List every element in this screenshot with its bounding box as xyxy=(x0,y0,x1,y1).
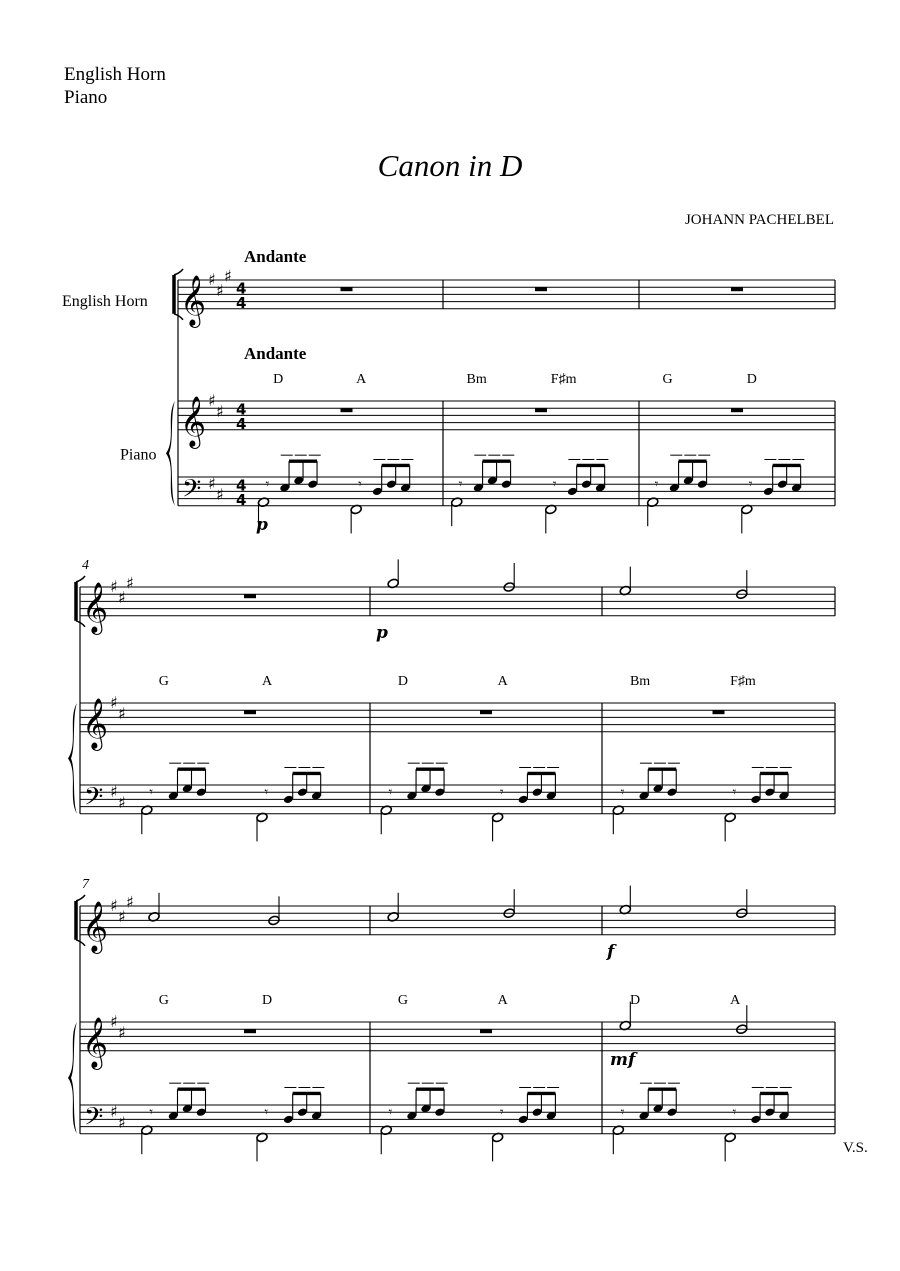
eighth-rest-icon: 𝄾 xyxy=(264,784,269,801)
sharp-icon: ♯ xyxy=(110,782,118,802)
page-title: Canon in D xyxy=(377,148,523,183)
sharp-icon: ♯ xyxy=(110,577,118,596)
treble-clef-icon: 𝄞 xyxy=(82,697,109,749)
tempo-marking-horn: Andante xyxy=(244,247,307,266)
brace-icon xyxy=(68,1022,77,1134)
volti-subito-marker: V.S. xyxy=(843,1140,868,1156)
whole-rest-icon xyxy=(480,1029,492,1033)
chord-symbol: A xyxy=(356,372,367,387)
eighth-rest-icon: 𝄾 xyxy=(265,476,270,493)
bass-clef-icon: 𝄢 xyxy=(84,782,104,818)
whole-rest-icon xyxy=(480,710,492,714)
sharp-icon: ♯ xyxy=(208,391,216,410)
time-signature-denominator: 4 xyxy=(236,490,247,509)
whole-rest-icon xyxy=(341,287,353,291)
treble-clef-icon: 𝄞 xyxy=(180,274,207,326)
chord-symbol: G xyxy=(158,674,169,689)
bass-clef-icon: 𝄢 xyxy=(182,474,202,510)
sharp-icon: ♯ xyxy=(118,1022,126,1042)
piano-part-label: Piano xyxy=(120,446,157,464)
sharp-icon: ♯ xyxy=(110,1102,118,1122)
eighth-rest-icon: 𝄾 xyxy=(552,476,557,493)
sharp-icon: ♯ xyxy=(118,1113,126,1132)
sharp-icon: ♯ xyxy=(118,703,126,723)
piano-treble-dynamic-marking: mf xyxy=(610,1049,636,1070)
eighth-rest-icon: 𝄾 xyxy=(458,476,463,493)
eighth-rest-icon: 𝄾 xyxy=(388,784,393,801)
chord-symbol: G xyxy=(158,993,169,1008)
chord-symbol: A xyxy=(730,993,741,1008)
whole-rest-icon xyxy=(535,408,547,412)
treble-clef-icon: 𝄞 xyxy=(180,395,207,447)
treble-clef-icon: 𝄞 xyxy=(82,1016,109,1068)
horn-part-label: English Horn xyxy=(62,293,148,310)
piano-dynamic-marking: p xyxy=(256,514,268,535)
treble-clef-icon: 𝄞 xyxy=(82,581,109,633)
chord-symbol: Bm xyxy=(466,372,487,387)
chord-symbol: A xyxy=(497,674,508,689)
whole-rest-icon xyxy=(731,287,743,291)
eighth-rest-icon: 𝄾 xyxy=(499,784,504,801)
instrument-list-piano: Piano xyxy=(64,87,108,108)
brace-icon xyxy=(166,401,175,506)
bass-clef-icon: 𝄢 xyxy=(84,1102,104,1138)
whole-rest-icon xyxy=(731,408,743,412)
whole-rest-icon xyxy=(244,594,256,598)
chord-symbol: G xyxy=(397,993,408,1008)
whole-rest-icon xyxy=(244,1029,256,1033)
eighth-rest-icon: 𝄾 xyxy=(732,1104,737,1121)
sharp-icon: ♯ xyxy=(110,896,118,915)
eighth-rest-icon: 𝄾 xyxy=(388,1104,393,1121)
horn-dynamic-marking: f xyxy=(607,941,615,962)
composer-name: JOHANN PACHELBEL xyxy=(684,212,834,228)
eighth-rest-icon: 𝄾 xyxy=(732,784,737,801)
instrument-list-horn: English Horn xyxy=(64,64,166,85)
sharp-icon: ♯ xyxy=(224,266,232,286)
eighth-rest-icon: 𝄾 xyxy=(620,784,625,801)
chord-symbol: D xyxy=(629,993,641,1008)
chord-symbol: G xyxy=(662,372,673,387)
eighth-rest-icon: 𝄾 xyxy=(264,1104,269,1121)
sharp-icon: ♯ xyxy=(216,401,224,421)
sharp-icon: ♯ xyxy=(118,793,126,812)
chord-symbol: F♯m xyxy=(730,674,756,689)
whole-rest-icon xyxy=(713,710,725,714)
eighth-rest-icon: 𝄾 xyxy=(358,476,362,493)
eighth-rest-icon: 𝄾 xyxy=(654,476,659,493)
eighth-rest-icon: 𝄾 xyxy=(748,476,753,493)
time-signature-numerator: 4 xyxy=(236,279,247,298)
sharp-icon: ♯ xyxy=(126,573,134,593)
measure-number: 4 xyxy=(82,558,89,573)
sharp-icon: ♯ xyxy=(216,485,224,504)
sharp-icon: ♯ xyxy=(110,693,118,712)
whole-rest-icon xyxy=(535,287,547,291)
measure-number: 7 xyxy=(82,877,89,892)
treble-clef-icon: 𝄞 xyxy=(82,900,109,952)
sharp-icon: ♯ xyxy=(110,1012,118,1031)
chord-symbol: F♯m xyxy=(550,372,577,387)
chord-symbol: D xyxy=(262,993,273,1008)
eighth-rest-icon: 𝄾 xyxy=(499,1104,504,1121)
sharp-icon: ♯ xyxy=(118,587,126,607)
chord-symbol: Bm xyxy=(629,674,651,689)
chord-symbol: A xyxy=(262,674,273,689)
eighth-rest-icon: 𝄾 xyxy=(149,784,153,801)
chord-symbol: D xyxy=(397,674,408,689)
chord-symbol: D xyxy=(273,372,284,387)
brace-icon xyxy=(68,703,77,814)
sharp-icon: ♯ xyxy=(126,892,134,912)
whole-rest-icon xyxy=(341,408,353,412)
sharp-icon: ♯ xyxy=(208,474,216,494)
sharp-icon: ♯ xyxy=(208,270,216,289)
eighth-rest-icon: 𝄾 xyxy=(149,1104,153,1121)
sharp-icon: ♯ xyxy=(118,906,126,926)
time-signature-denominator: 4 xyxy=(236,293,247,312)
time-signature-numerator: 4 xyxy=(236,476,247,495)
eighth-rest-icon: 𝄾 xyxy=(620,1104,625,1121)
chord-symbol: D xyxy=(746,372,757,387)
chord-symbol: A xyxy=(497,993,508,1008)
sharp-icon: ♯ xyxy=(216,280,224,300)
time-signature-numerator: 4 xyxy=(236,400,247,419)
whole-rest-icon xyxy=(244,710,256,714)
time-signature-denominator: 4 xyxy=(236,414,247,433)
tempo-marking-piano: Andante xyxy=(244,344,307,363)
horn-dynamic-marking: p xyxy=(376,622,388,643)
